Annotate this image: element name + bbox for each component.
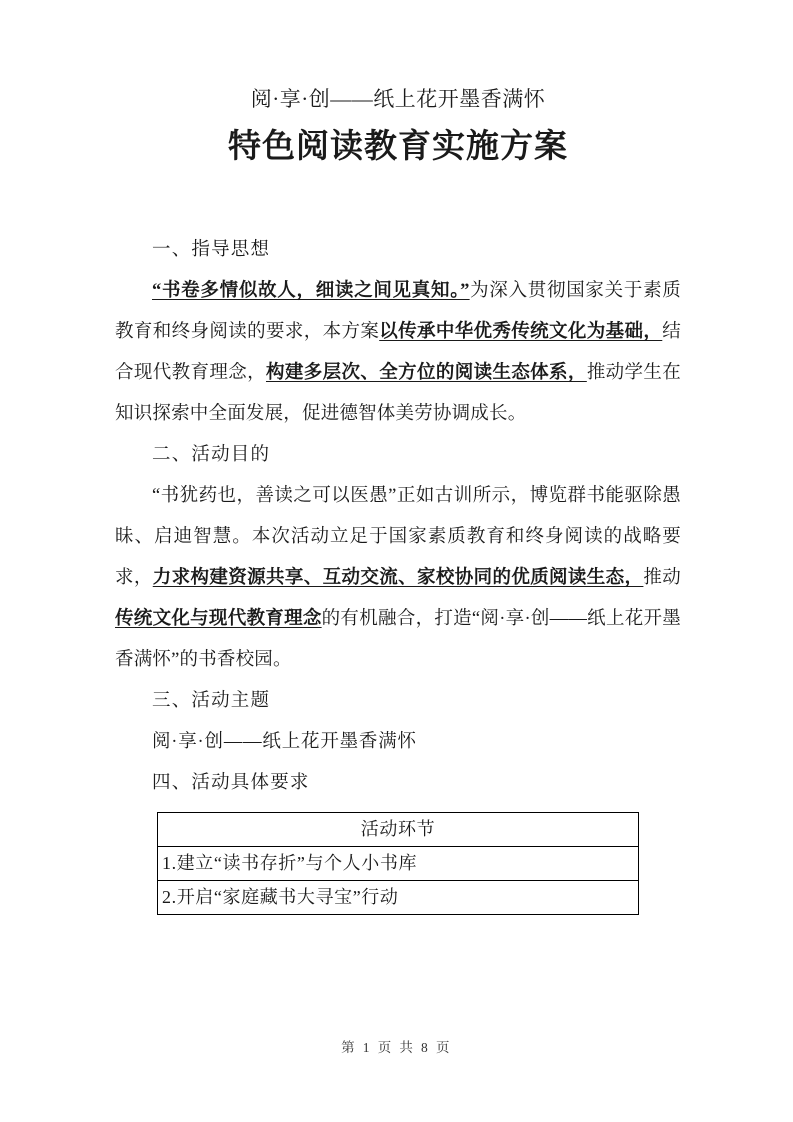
paragraph-text-2b: 推动 <box>643 568 681 588</box>
paragraph-text-1b: 结合现代教育理念， <box>115 322 681 383</box>
activity-table-wrapper <box>115 812 681 915</box>
section-paragraph-1 <box>115 271 681 435</box>
emphasis-phrase-3: 力求构建资源共享、互动交流、家校协同的优质阅读生态， <box>152 568 644 588</box>
table-header-cell: 活动环节 <box>158 813 639 847</box>
table-row <box>158 881 639 915</box>
section-heading-2: 二、活动目的 <box>152 445 271 465</box>
section-heading-4: 四、活动具体要求 <box>152 773 310 793</box>
section-heading-3: 三、活动主题 <box>152 691 271 711</box>
paragraph-text-1c: 推动学生在知识探索中全面发展，促进德智体美劳协调成长。 <box>115 363 681 424</box>
document-subtitle: 阅·享·创——纸上花开墨香满怀 <box>250 87 546 111</box>
emphasis-phrase-2: 构建多层次、全方位的阅读生态体系， <box>265 363 587 383</box>
section-paragraph-2 <box>115 476 681 681</box>
paragraph-text-2c: 的有机融合，打造“阅·享·创——纸上花开墨香满怀”的书香校园。 <box>115 609 681 670</box>
emphasis-quote-1: “书卷多情似故人，细读之间见真知。” <box>152 281 470 301</box>
section-heading-1: 一、指导思想 <box>152 240 271 260</box>
table-cell-activity-1: 1.建立“读书存折”与个人小书库 <box>158 847 639 881</box>
table-header-row <box>158 813 639 847</box>
document-content <box>115 82 681 915</box>
page-footer: 第 1 页 共 8 页 <box>341 1040 452 1055</box>
activity-table <box>157 812 639 915</box>
activity-theme-line: 阅·享·创——纸上花开墨香满怀 <box>152 732 417 752</box>
paragraph-text-2a: “书犹药也，善读之可以医愚”正如古训所示，博览群书能驱除愚昧、启迪智慧。本次活动立足于国家素质教育和终身阅读的战略要求， <box>115 486 681 588</box>
paragraph-text-1a: 为深入贯彻国家关于素质教育和终身阅读的要求，本方案 <box>115 281 681 342</box>
document-main-title: 特色阅读教育实施方案 <box>228 129 568 165</box>
table-cell-activity-2: 2.开启“家庭藏书大寻宝”行动 <box>158 881 639 915</box>
emphasis-phrase-4: 传统文化与现代教育理念 <box>115 609 322 629</box>
title-body-spacer <box>115 172 681 230</box>
table-row <box>158 847 639 881</box>
emphasis-phrase-1: 以传承中华优秀传统文化为基础， <box>379 322 663 342</box>
